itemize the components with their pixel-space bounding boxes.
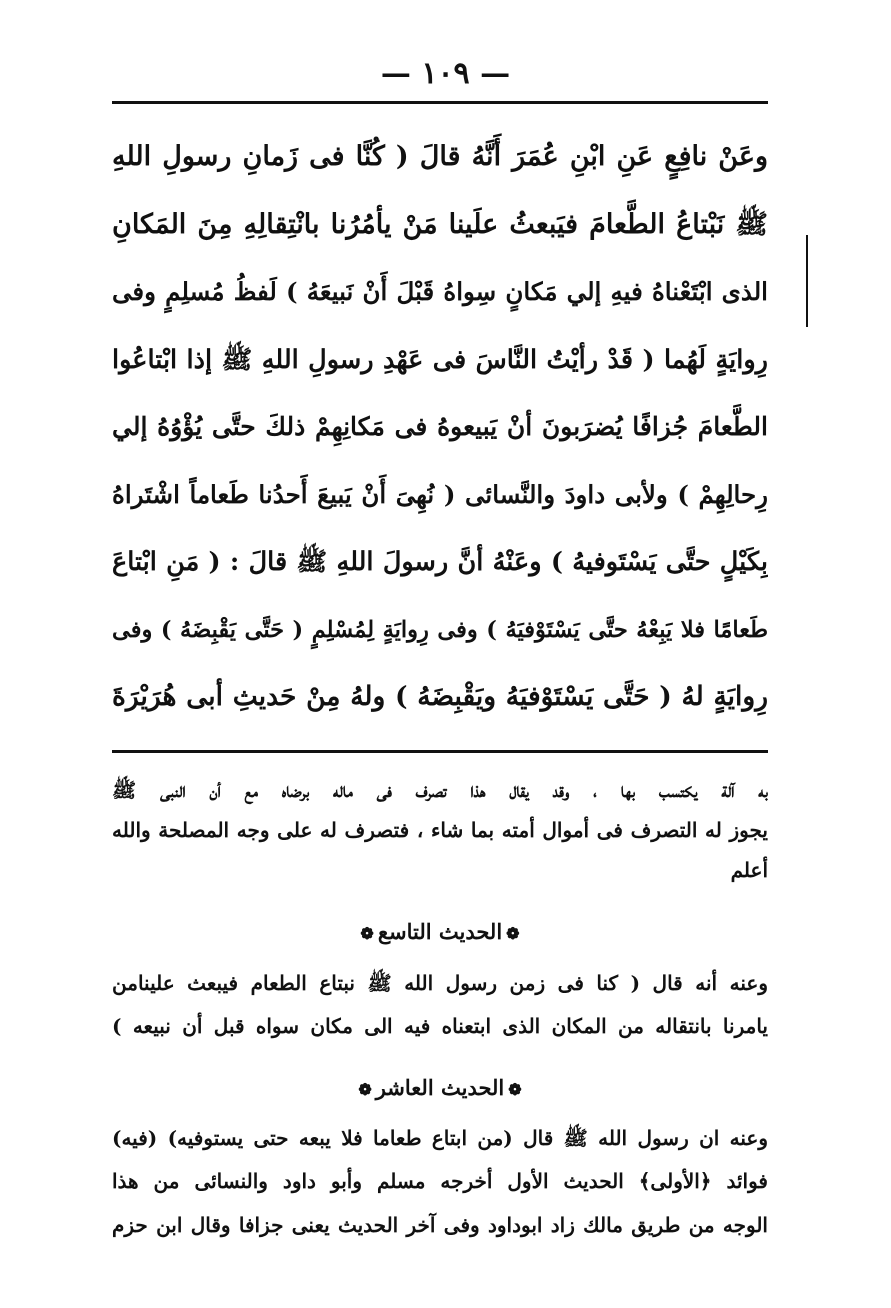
header-divider bbox=[112, 101, 768, 104]
commentary-line: الوجه من طريق مالك زاد ابوداود وفى آخر الحديث يعنى جزافا وقال ابن حزم bbox=[112, 1213, 768, 1237]
section-heading-text: الحديث التاسع bbox=[377, 919, 503, 944]
main-text-line: رِحالِهِمْ ) ولأبى داودَ والنَّسائى ( نُهِىَ أَنْ يَبيعَ أَحدُنا طَعاماً اشْتَراهُ bbox=[112, 479, 768, 509]
commentary-line: به آلة يكتسب بها ، وقد يقال هذا تصرف فى ماله برضاه مع أن النبى ﷺ bbox=[112, 778, 768, 802]
section-heading-9 bbox=[112, 902, 768, 962]
ornament-icon: ❁ bbox=[358, 1080, 372, 1099]
main-text-line: بِكَيْلٍ حتَّى يَسْتَوفيهُ ) وعَنْهُ أنَّ رسولَ اللهِ ﷺ قالَ : ( مَنِ ابْتاعَ bbox=[112, 547, 768, 577]
main-text-line: طَعامًا فلا يَبِعْهُ حتَّى يَسْتَوْفيَهُ ) وفى رِوايَةٍ لِمُسْلِمٍ ( حَتَّى يَقْبِضَهُ ) وفى bbox=[112, 616, 768, 643]
ornament-icon: ❁ bbox=[508, 1080, 522, 1099]
commentary-divider bbox=[112, 750, 768, 753]
commentary-line: يجوز له التصرف فى أموال أمته بما شاء ، فتصرف له على وجه المصلحة والله bbox=[112, 818, 768, 842]
main-text-line: الذى ابْتَعْناهُ فيهِ إلي مَكانٍ سِواهُ قَبْلَ أَنْ نَبيعَهُ ) لَفظُ مُسلِمٍ وفى bbox=[112, 277, 768, 306]
commentary-line: وعنه ان رسول الله ﷺ قال (من ابتاع طعاما فلا يبعه حتى يستوفيه) (فيه) bbox=[112, 1126, 768, 1150]
commentary-block bbox=[112, 770, 768, 1247]
ornament-icon: ❁ bbox=[360, 924, 374, 943]
margin-mark bbox=[806, 235, 808, 327]
main-text-line: ﷺ نَبْتاعُ الطَّعامَ فيَبعثُ علَينا مَنْ يأمُرُنا بانْتِقالِهِ مِنَ المَكانِ bbox=[112, 208, 768, 240]
main-text-line: رِوايَةٍ لَهُما ( قَدْ رأيْتُ النَّاسَ فى عَهْدِ رسولِ اللهِ ﷺ إذا ابْتاعُوا bbox=[112, 344, 768, 375]
main-text-block bbox=[112, 128, 768, 736]
commentary-line: أعلم bbox=[730, 858, 768, 882]
main-text-line: الطَّعامَ جُزافًا يُضرَبونَ أنْ يَبيعوهُ فى مَكانِهِمْ ذلكَ حتَّى يُؤْوُهُ إلي bbox=[112, 412, 768, 441]
main-text-line: وعَنْ نافِعٍ عَنِ ابْنِ عُمَرَ أَنَّهُ قالَ ( كُنَّا فى زَمانِ رسولِ اللهِ bbox=[112, 141, 768, 172]
ornament-icon: ❁ bbox=[506, 924, 520, 943]
section-heading-10 bbox=[112, 1058, 768, 1118]
page-number: — ١٠٩ — bbox=[380, 56, 511, 91]
main-text-line: رِوايَةٍ لهُ ( حَتَّى يَسْتَوْفيَهُ ويَقْبِضَهُ ) ولهُ مِنْ حَديثِ أبى هُرَيْرَةَ bbox=[112, 681, 768, 712]
commentary-line: يامرنا بانتقاله من المكان الذى ابتعناه فيه الى مكان سواه قبل أن نبيعه ) bbox=[112, 1014, 768, 1038]
section-heading-text: الحديث العاشر bbox=[375, 1075, 505, 1100]
commentary-line: فوائد ﴿الأولى﴾ الحديث الأول أخرجه مسلم وأبو داود والنسائى من هذا bbox=[112, 1169, 768, 1193]
commentary-line: وعنه أنه قال ( كنا فى زمن رسول الله ﷺ نبتاع الطعام فيبعث علينامن bbox=[112, 971, 768, 995]
